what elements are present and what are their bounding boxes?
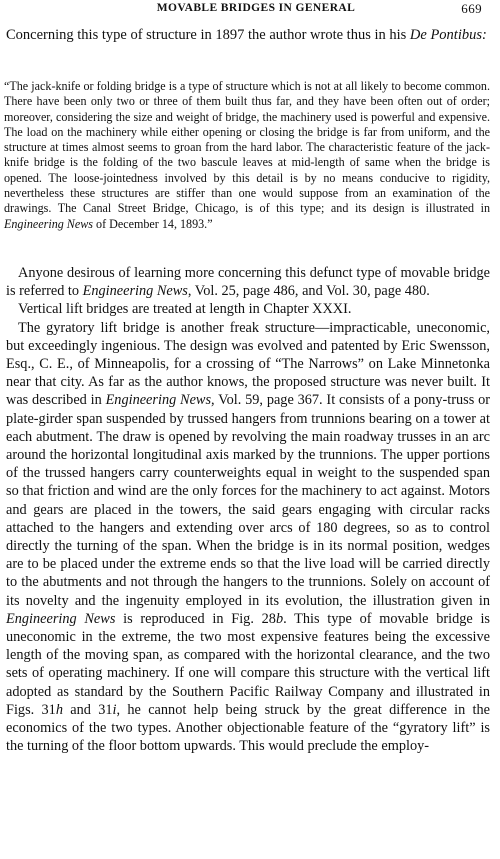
paragraph-gyratory-lift [6,319,490,756]
para3-source-1: Engineering News [105,392,212,409]
quote-text-2: of December 14, 1893.” [93,216,213,231]
work-title: De Pontibus: [409,27,487,43]
fig-suffix-b: b [275,610,284,627]
page-header [30,2,482,16]
quote-text-1: “The jack-knife or folding bridge is a type of structure which is not at all likely to become common. There have been only two or three of them built thus far, and they have been often out of order; moreover, considering the size and weight of bridge, the machinery used is powerful and expensive. The load on the machinery while either opening or closing the bridge is far from uniform, and the structure at times almost seems to groan from the hard labor. The characteristic feature of the jack-knife bridge is the folding of the two bascule leaves at mid-length of same when the bridge is opened. The loose-jointedness involved by this detail is by no means conducive to rigidity, nevertheless these structures are stiffer than one would suppose from an examination of the drawings. The Canal Street Bridge, Chicago, is of this type; and its design is illustrated in [4,79,490,216]
intro-text: Concerning this type of structure in 1897 the author wrote thus in his [6,27,407,43]
para3-text-d: . This type of movable bridge is uneconomic in the extreme, the two most expensive features being the excessive length of the moving span, as compared with the horizontal clearance, and the two sets of operating machinery. If one will compare this structure with the vertical lift adopted as standard by the Southern Pacific Railway Company and illustrated in Figs. 31 [6,610,490,718]
para2-text: Vertical lift bridges are treated at length in Chapter XXXI. [18,301,352,318]
fig-suffix-i: i [112,701,117,718]
body-text [6,264,490,755]
para1-text-a: Anyone desirous of learning more concerning this defunct type of movable bridge is referred to [6,265,490,300]
para3-text-f: , he cannot help being struck by the great difference in the economics of the two types. Another objectionable feature of the “gyratory lift” is the turning of the floor bottom upwards. This would preclude the employ- [6,701,490,755]
para3-text-b: , Vol. 59, page 367. It consists of a pony-truss or plate-girder span suspended by trussed hangers from trunnions bearing on a tower at each abutment. The draw is opened by revolving the main roadway trusses in an arc around the horizontal longitudinal axis marked by the trunnions. The upper portions of the trussed hangers carry counterweights equal in weight to the suspended span so that friction and wind are the only forces for the machinery to act against. Motors and gears are placed in the towers, the said gears engaging with circular racks attached to the hangers and extending over arcs of 180 degrees, so as to control directly the turning of the span. When the bridge is in its normal position, wedges are to be placed under the extreme ends so that the live load will be carried directly to the abutments and not through the hangers to the trunnions. Solely on account of its novelty and the ingenuity employed in its evolution, the illustration given in [6,392,491,609]
para3-text-c: is reproduced in Fig. 28 [115,610,276,627]
para1-text-b: , Vol. 25, page 486, and Vol. 30, page 480. [187,283,430,300]
running-title: MOVABLE BRIDGES IN GENERAL [156,2,356,14]
intro-paragraph [6,27,490,43]
para1-source: Engineering News [82,283,188,300]
para3-text-e: and 31 [62,701,113,718]
page-number: 669 [461,1,482,16]
para3-source-2: Engineering News [6,610,116,627]
fig-suffix-h: h [55,701,63,718]
para3-text-a: The gyratory lift bridge is another freak structure—impracticable, uneconomic, but exceedingly ingenious. The design was evolved and patented by Eric Swensson, Esq., C. E., of Minneapolis, for a crossing of “The Narrows” on Lake Minnetonka near that city. As far as the author knows, the proposed structure was never built. It was described in [6,319,490,409]
block-quote [4,79,490,232]
paragraph-vertical-lift [6,300,490,318]
quote-source: Engineering News [4,216,94,231]
paragraph-defunct-type [6,264,490,300]
